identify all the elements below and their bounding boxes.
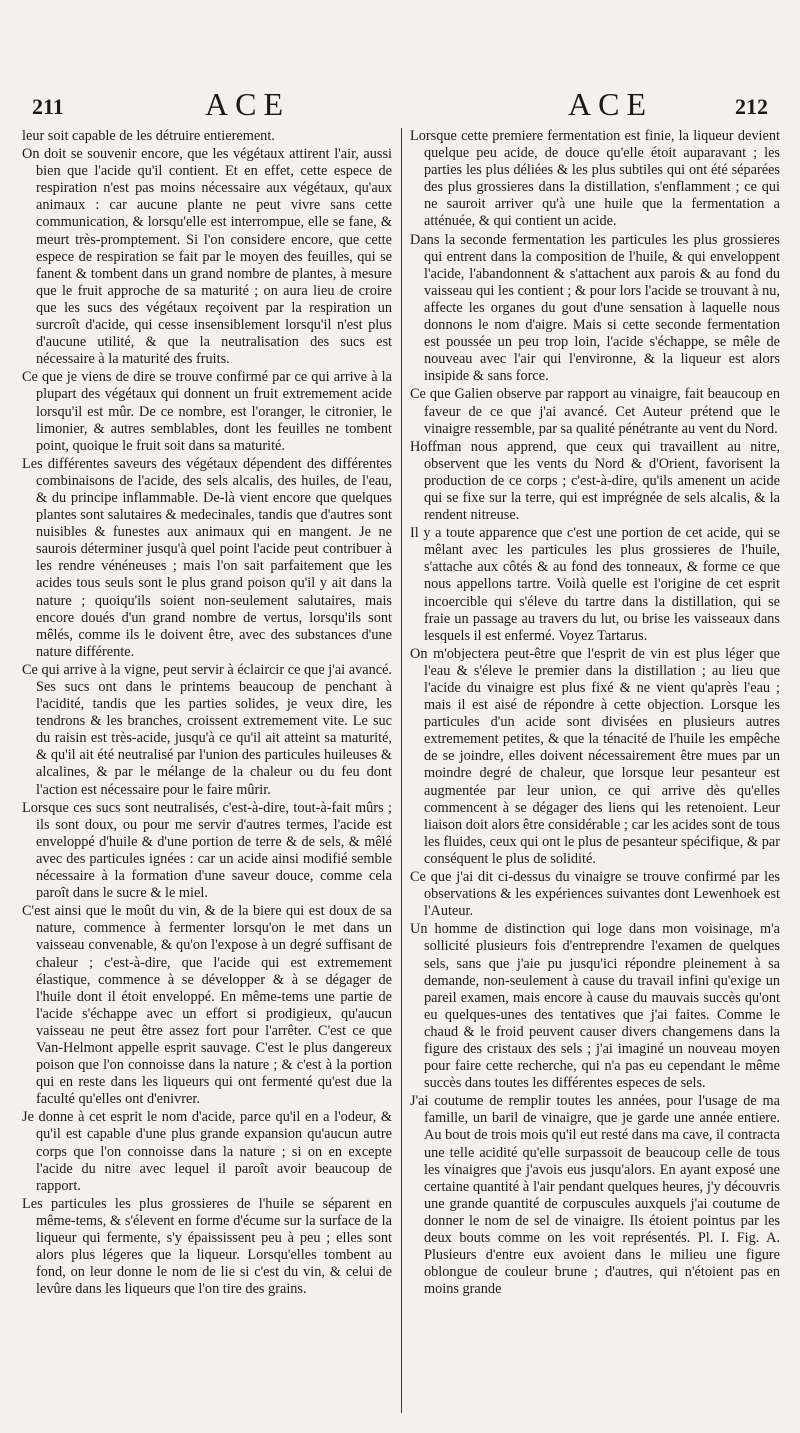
paragraph: C'est ainsi que le moût du vin, & de la biere qui est doux de sa nature, commence à fermenter lorsqu'on le met dans un vaisseau convenable, & qu'on l'expose à un degré suffisant de chaleur ; c'est-à-dire, que l'acide qui est extremement élastique, commence à se développer & à se dégager de l'huile dont il étoit enveloppé. En même-tems une partie de l'acide s'échappe avec un effort si prodigieux, qu'aucun vaisseau ne peut être assez fort pour l'arrêter. C'est ce que Van-Helmont appelle esprit sauvage. C'est le plus dangereux poison que l'on connoisse dans la nature ; & c'est à la portion qui en reste dans les liqueurs qui ont fermenté qu'est due la faculté qu'elles ont d'enivrer. [22,903,392,1108]
left-running-head: ACE [205,86,290,122]
paragraph: Dans la seconde fermentation les particules les plus grossieres qui entrent dans la composition de l'huile, & qui enveloppent l'acide, l'abandonnent & s'attachent aux parois & au fond du vaisseau qui les contient ; & pour lors l'acide se trouvant à nu, affecte les organes du gout d'une sensation à laquelle nous donnons le nom d'aigre. Mais si cette seconde fermentation est poussée un peu trop loin, l'acide s'échappe, se mêle de nouveau avec l'air qui l'environne, & la liqueur est alors insipide & sans force. [410,231,780,385]
paragraph: Un homme de distinction qui loge dans mon voisinage, m'a sollicité plusieurs fois d'entreprendre l'examen de quelques sels, sans que j'aie pu jusqu'ici répondre pleinement à sa demande, non-seulement à cause du travail infini qu'exige un pareil examen, mais encore à cause du mauvais succès qu'ont eu quelques-unes des tentatives que j'ai faites. Comme le chaud & le froid peuvent causer divers changemens dans la figure des cristaux des sels ; j'ai imaginé un nouveau moyen pour faire cette recherche, qui n'a pas eu cependant le même succès dans toutes les différentes especes de sels. [410,921,780,1092]
paragraph: Les particules les plus grossieres de l'huile se séparent en même-tems, & s'élevent en forme d'écume sur la surface de la liqueur qui fermente, s'y épaississent peu à peu ; elles sont alors plus légeres que la liqueur. Lorsqu'elles tombent au fond, on leur donne le nom de lie si c'est du vin, & celui de levûre dans les liqueurs que l'on tire des grains. [22,1195,392,1298]
paragraph: Ce que j'ai dit ci-dessus du vinaigre se trouve confirmé par les observations & les expériences suivantes dont Lewenhoek est l'Auteur. [410,869,780,920]
paragraph: leur soit capable de les détruire entierement. [22,128,275,144]
page-header [30,86,770,126]
paragraph: Lorsque ces sucs sont neutralisés, c'est-à-dire, tout-à-fait mûrs ; ils sont doux, ou pour me servir d'autres termes, l'acide est enveloppé d'huile & d'une portion de terre & de sels, & mêlé avec des particules ignées : car un acide ainsi modifié semble nécessaire à la formation d'une saveur douce, comme cela paroît dans le sucre & le miel. [22,799,392,902]
right-page-number: 212 [735,94,768,119]
paragraph: On m'objectera peut-être que l'esprit de vin est plus léger que l'eau & s'éleve le premier dans la distillation ; au lieu que l'acide du vinaigre est plus fixé & ne vient qu'après l'eau ; mais il est aisé de répondre à cette objection. Lorsque les particules d'un acide sont divisées en plusieurs autres extremement petites, & que la ténacité de l'huile les empêche de se joindre, elles doivent nécessairement être mues par un moindre degré de chaleur, que lorsque leur pesanteur est augmentée par leur union, ce qui arrive dès qu'elles commencent à se dégager des liens qui les retenoient. Leur liaison doit alors être considérable ; car les acides sont de tous les fluides, ceux qui ont le plus de pesanteur spécifique, & par conséquent le plus de solidité. [410,645,780,867]
paragraph: Ce que Galien observe par rapport au vinaigre, fait beaucoup en faveur de ce que j'ai avancé. Cet Auteur prétend que le vinaigre ressemble, par sa qualité pénétrante au vent du Nord. [410,386,780,437]
paragraph: Lorsque cette premiere fermentation est finie, la liqueur devient quelque peu acide, de douce qu'elle étoit auparavant ; les parties les plus déliées & les plus subtiles qui ont été séparées des plus grossieres dans la distillation, s'enflamment ; ce qui ne sauroit arriver qu'à une huile que la fermentation a atténuée, & qui contient un acide. [410,128,780,230]
paragraph: J'ai coutume de remplir toutes les années, pour l'usage de ma famille, un baril de vinaigre, que je garde une année entiere. Au bout de trois mois qu'il eut resté dans ma cave, il contracta une telle acidité qu'elle surpassoit de beaucoup celle de tous les vinaigres que j'avois eus jusqu'alors. En ayant exposé une certaine quantité à l'air pendant quelques heures, j'y découvris une grande quantité de corpuscules auxquels j'ai coutume de donner le nom de sel de vinaigre. Ils étoient pointus par les deux bouts comme on les voit représentés. Pl. I. Fig. A. Plusieurs d'entre eux avoient dans le milieu une figure oblongue de couleur brune ; d'autres, qui n'étoient pas en moins grande [410,1093,780,1298]
paragraph: Je donne à cet esprit le nom d'acide, parce qu'il en a l'odeur, & qu'il est capable d'une plus grande expansion qu'aucun autre corps que l'on connoisse dans la nature ; si on en excepte l'acide du nitre avec lequel il paroît avoir beaucoup de rapport. [22,1109,392,1194]
paragraph: Ce que je viens de dire se trouve confirmé par ce qui arrive à la plupart des végétaux qui donnent un fruit extremement acide lorsqu'il est mûr. De ce nombre, est l'oranger, le citronier, le limonier, & autres semblables, dont les feuilles ne tombent point, quoique le fruit soit dans sa maturité. [22,369,392,454]
column-divider [401,128,402,1413]
paragraph: On doit se souvenir encore, que les végétaux attirent l'air, aussi bien que l'acide qu'il contient. Et en effet, cette espece de respiration n'est pas moins nécessaire aux végétaux, qu'aux animaux : car aucune plante ne peut vivre sans cette communication, & lorsqu'elle est interrompue, elle se fane, & meurt très-promptement. Si l'on considere encore, que cette espece de respiration se fait par le moyen des feuilles, qui se fanent & tombent dans un grand nombre de plantes, à mesure que le fruit approche de sa maturité ; on aura lieu de croire que les sucs des végétaux reçoivent par la respiration un surcroît d'acide, qui cesse insensiblement lorsqu'il n'est plus d'aucune utilité, & que la neutralisation des sucs est nécessaire à la maturité des fruits. [22,146,392,368]
right-text-column [410,128,780,1418]
right-running-head: ACE [568,86,653,122]
paragraph: Il y a toute apparence que c'est une portion de cet acide, qui se mêlant avec les particules les plus grossieres de l'huile, s'attache aux côtés & au fond des tonneaux, & forme ce que nous appellons tartre. Voilà quelle est l'origine de cet esprit incoercible qui s'éleve du tartre dans la distillation, qui se fraie un passage au travers du lut, ou brise les vaisseaux dans lesquels il est enfermé. Voyez Tartarus. [410,525,780,644]
paragraph: Hoffman nous apprend, que ceux qui travaillent au nitre, observent que les vents du Nord & d'Orient, favorisent la production de ce corps ; c'est-à-dire, qu'ils amenent un acide qui se fixe sur la terre, qui est imprégnée de sels alcalis, & la rendent nitreuse. [410,438,780,524]
paragraph: Les différentes saveurs des végétaux dépendent des différentes combinaisons de l'acide, des sels alcalis, des huiles, de l'eau, & du principe inflammable. De-là vient encore que quelques plantes sont salutaires & medecinales, tandis que d'autres sont nuisibles & funestes aux animaux qui en mangent. Je ne saurois déterminer jusqu'à quel point l'acide peut contribuer à les rendre vénéneuses ; mais l'on sait parfaitement que les acides tous seuls sont le plus grand poison qu'il y ait dans la nature ; quoiqu'ils soient non-seulement salutaires, mais encore doués d'un grand nombre de vertus, lorsqu'ils sont mêlés, comme ils le doivent être, avec des substances d'une nature différente. [22,455,392,660]
left-page-number: 211 [32,94,64,119]
paragraph: Ce qui arrive à la vigne, peut servir à éclaircir ce que j'ai avancé. Ses sucs ont dans le printems beaucoup de penchant à l'acidité, tandis que les parties solides, je veux dire, les tendrons & les branches, croissent extremement vite. Le suc du raisin est très-acide, jusqu'à ce qu'il ait atteint sa maturité, & qu'il ait été neutralisé par l'union des particules huileuses & alcalines, & par le mélange de la chaleur ou du feu dont l'action est nécessaire pour le faire mûrir. [22,661,392,798]
left-text-column [22,128,392,1418]
